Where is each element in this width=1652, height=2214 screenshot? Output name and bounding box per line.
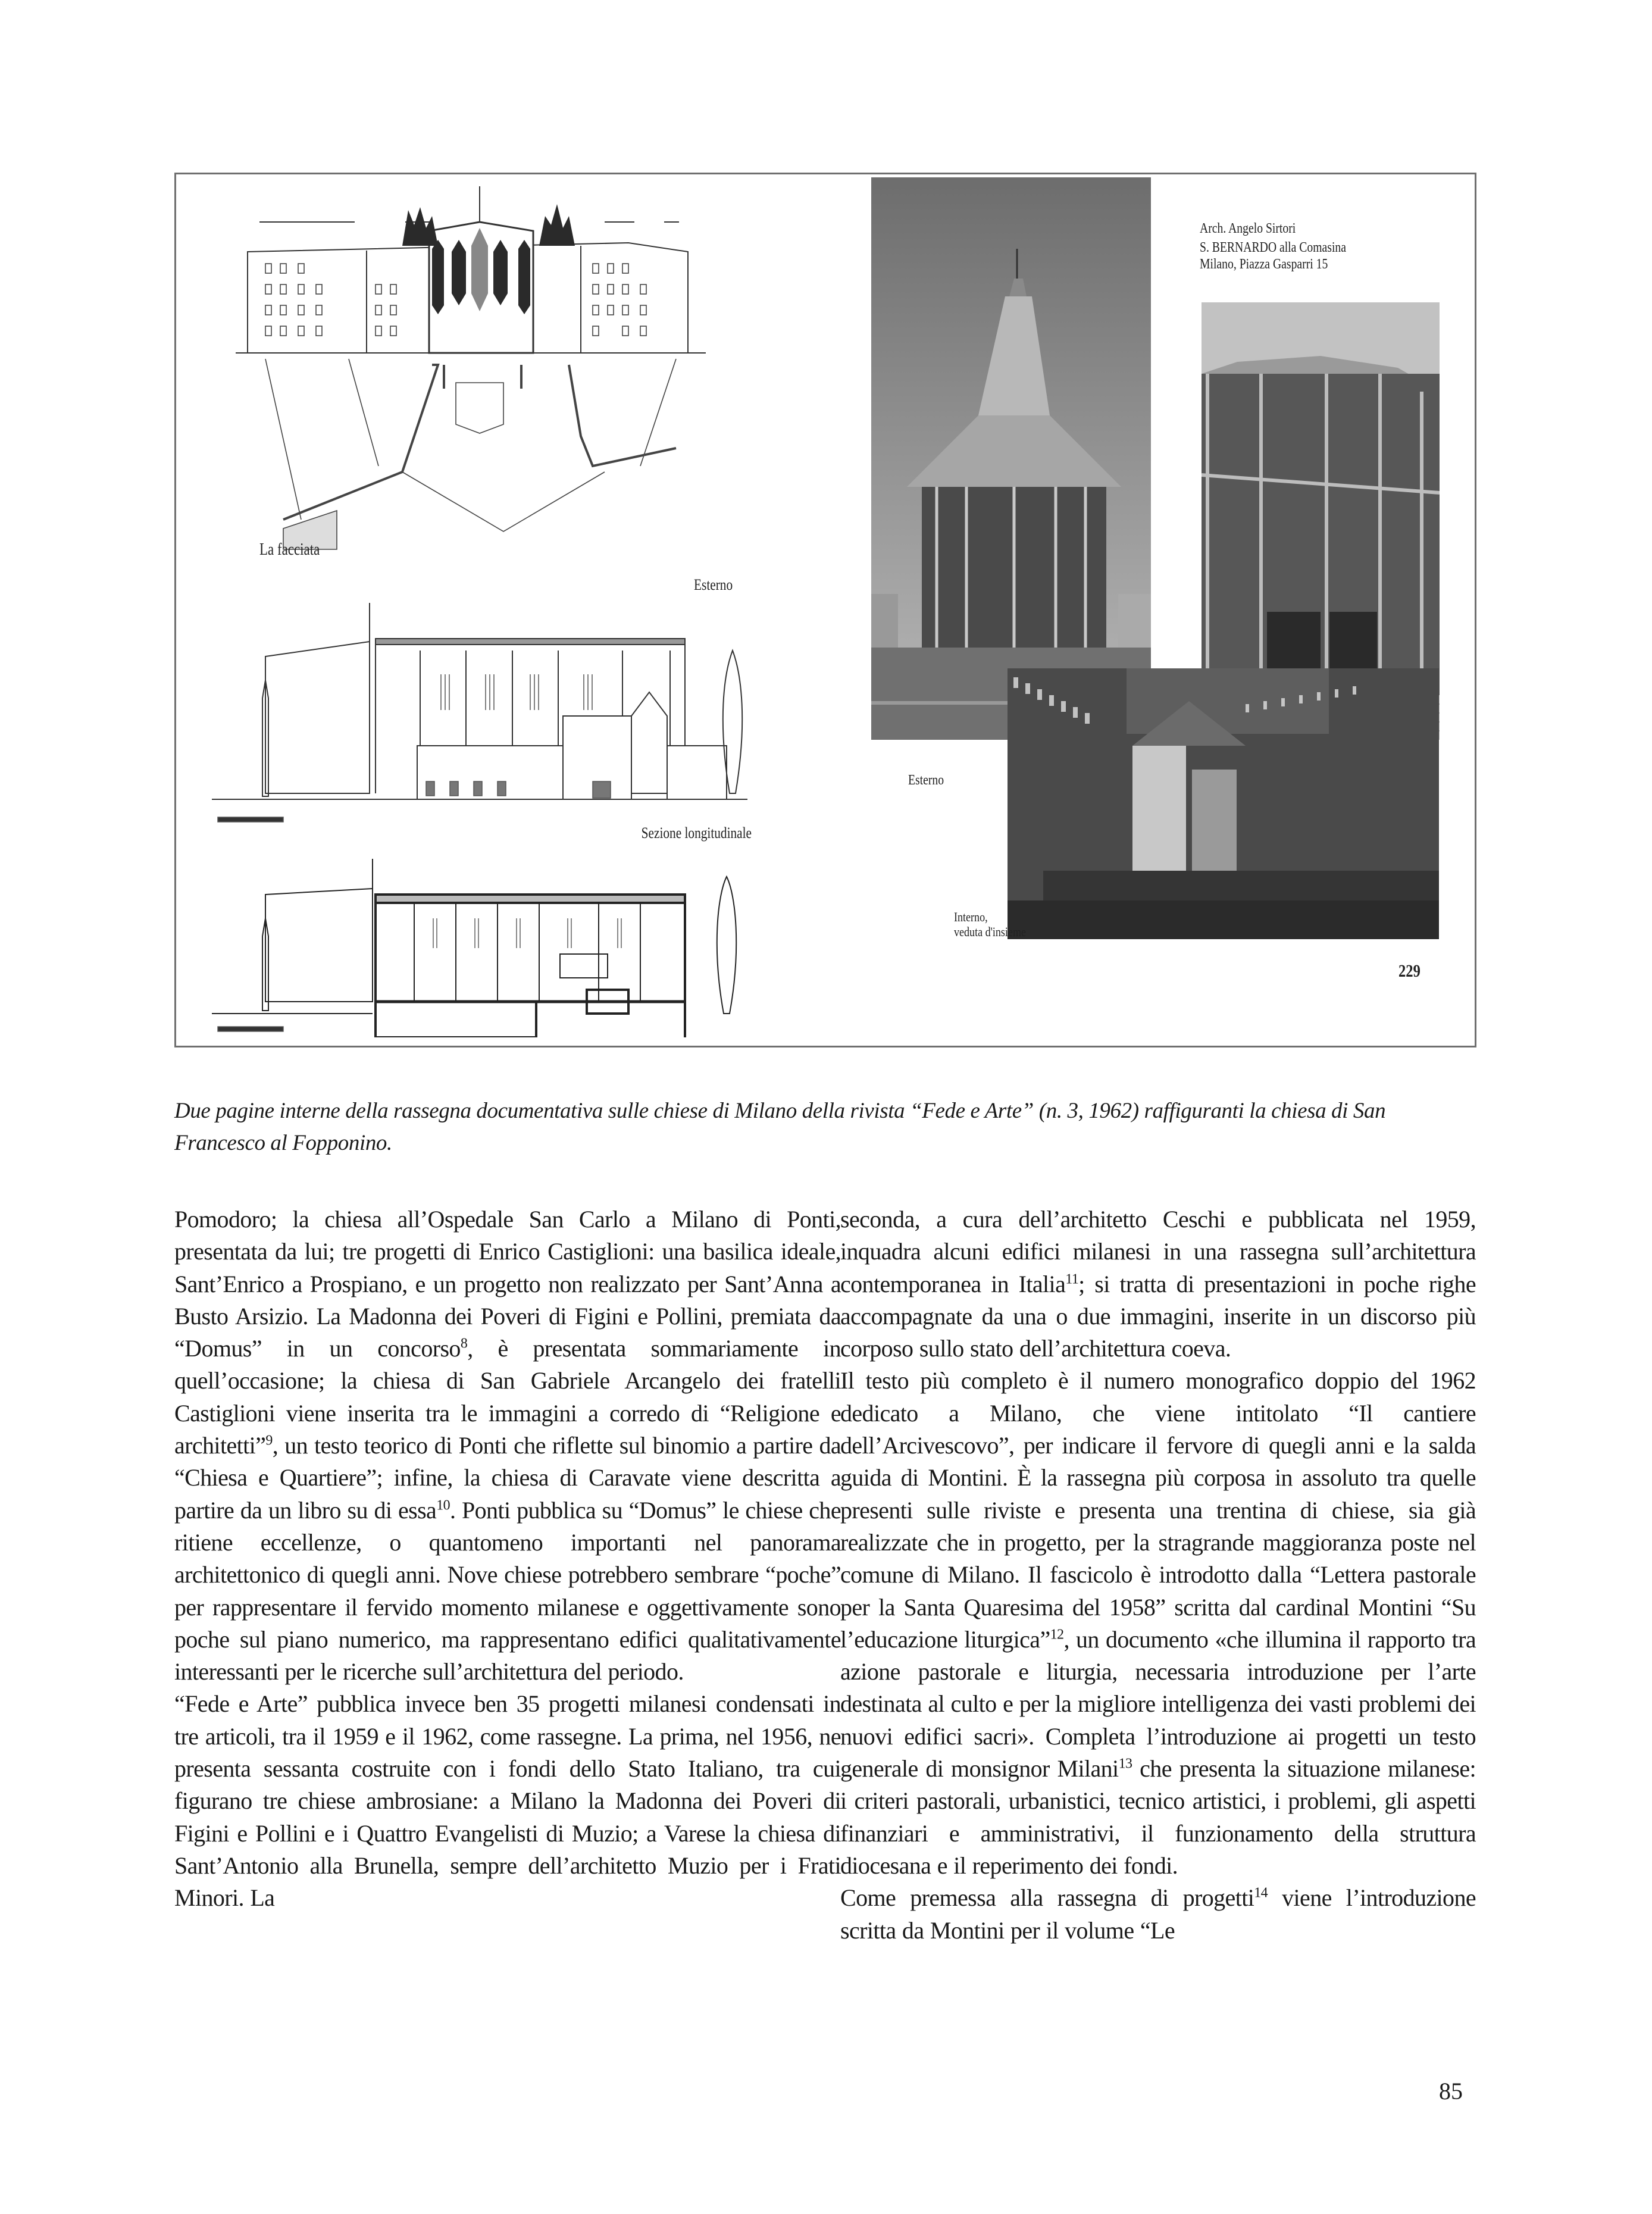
text-run: “Fede e Arte” pubblica invece ben 35 progetti milanesi condensati in tre articoli, tra il 1959 e il 1962, come rassegne. La prima, nel 1956, ne presenta sessanta costruite con i fondi dello Stato Italiano, tra cui figurano tre chiese ambrosiane: a Milano la Madonna dei Poveri di Figini e Pollini e i Quattro Evangelisti di Muzio; a Varese la chiesa di Sant’Antonio alla Brunella, sempre dell’architetto Muzio per i Frati Minori. La bbox=[174, 1690, 841, 1912]
body-paragraph bbox=[840, 1203, 1476, 1365]
body-paragraph bbox=[840, 1365, 1476, 1882]
facade-elevation-drawing bbox=[224, 186, 718, 555]
magazine-spread-figure bbox=[174, 173, 1476, 1047]
church-name: S. BERNARDO alla Comasina bbox=[1200, 240, 1346, 255]
drawing-label-exterior: Esterno bbox=[694, 576, 733, 593]
body-paragraph bbox=[174, 1688, 841, 1914]
church-architect: Arch. Angelo Sirtori bbox=[1200, 221, 1296, 236]
body-column-right bbox=[840, 1203, 1476, 1947]
text-run: , è presentata sommariamente in quell’occasione; la chiesa di San Gabriele Arcangelo dei fratelli Castiglioni viene inserita tra le immagini a corredo di “Religione e architetti” bbox=[174, 1335, 841, 1459]
footnote-reference[interactable]: 9 bbox=[265, 1433, 273, 1449]
body-paragraph bbox=[174, 1203, 841, 1688]
photo-caption-interior-1: Interno, bbox=[954, 909, 988, 924]
drawing-label-facade: La facciata bbox=[259, 540, 320, 559]
exterior-elevation-drawing bbox=[212, 603, 747, 823]
photo-caption-interior-2: veduta d'insieme bbox=[954, 924, 1026, 939]
longitudinal-section-drawing bbox=[212, 859, 747, 1037]
church-address: Milano, Piazza Gasparri 15 bbox=[1200, 257, 1328, 272]
text-run: , un documento «che illumina il rapporto tra azione pastorale e liturgia, necessaria introduzione per l’arte destinata al culto e per la migliore intelligenza dei vasti problemi dei nuovi edifici sacri». Completa l’introduzione ai progetti un testo generale di monsignor Milani bbox=[840, 1625, 1476, 1783]
photo-caption-exterior: Esterno bbox=[908, 773, 944, 788]
footnote-reference[interactable]: 8 bbox=[460, 1336, 468, 1352]
text-run: Pomodoro; la chiesa all’Ospedale San Carlo a Milano di Ponti, presentata da lui; tre progetti di Enrico Castiglioni: una basilica ideale, Sant’Enrico a Prospiano, e un progetto non realizzato per Sant’Anna a Busto Arsizio. La Madonna dei Poveri di Figini e Pollini, premiata da “Domus” in un concorso bbox=[174, 1206, 841, 1362]
text-run: viene l’introduzione scritta da Montini per il volume “Le bbox=[840, 1884, 1476, 1944]
text-run: Il testo più completo è il numero monografico doppio del 1962 dedicato a Milano, che viene intitolato “Il cantiere dell’Arcivescovo”, per indicare il fervore di quegli anni e la salda guida di Montini. È la rassegna più corposa in assoluto tra quelle presenti sulle riviste e presenta una trentina di chiese, sia già realizzate che in progetto, per la stragrande maggioranza poste nel comune di Milano. Il fascicolo è introdotto dalla “Lettera pastorale per la Santa Quaresima del 1958” scritta dal cardinal Montini “Su l’educazione liturgica” bbox=[840, 1367, 1476, 1653]
footnote-reference[interactable]: 10 bbox=[436, 1497, 450, 1513]
text-run: ; si tratta di presentazioni in poche righe accompagnate da una o due immagini, inserite in un discorso più corposo sullo stato dell’architettura coeva. bbox=[840, 1270, 1476, 1362]
body-paragraph bbox=[840, 1882, 1476, 1947]
text-run: seconda, a cura dell’architetto Ceschi e pubblicata nel 1959, inquadra alcuni edifici milanesi in una rassegna sull’architettura contemporanea in Italia bbox=[840, 1206, 1476, 1297]
footnote-reference[interactable]: 11 bbox=[1065, 1271, 1079, 1287]
footnote-reference[interactable]: 12 bbox=[1050, 1627, 1064, 1643]
footnote-reference[interactable]: 14 bbox=[1254, 1885, 1268, 1901]
footnote-reference[interactable]: 13 bbox=[1118, 1756, 1132, 1772]
text-run: Come premessa alla rassegna di progetti bbox=[840, 1884, 1254, 1912]
magazine-page-number: 229 bbox=[1398, 961, 1421, 981]
exterior-photo bbox=[871, 177, 1151, 740]
text-run: . Ponti pubblica su “Domus” le chiese che ritiene eccellenze, o quantomeno importanti nel panorama architettonico di quegli anni. Nove chiese potrebbero sembrare “poche” per rappresentare il fervido momento milanese e oggettivamente sono poche sul piano numerico, ma rappresentano edifici qualitativamente interessanti per le ricerche sull’architettura del periodo. bbox=[174, 1496, 841, 1685]
figure-caption: Due pagine interne della rassegna documentativa sulle chiese di Milano della rivista “Fede e Arte” (n. 3, 1962) raffiguranti la chiesa di San Francesco al Fopponino. bbox=[174, 1099, 1386, 1155]
text-run: che presenta la situazione milanese: i criteri pastorali, urbanistici, tecnico artistici, i problemi, gli aspetti finanziari e amministrativi, il funzionamento della struttura diocesana e il reperimento dei fondi. bbox=[840, 1755, 1476, 1879]
body-column-left bbox=[174, 1203, 841, 1915]
text-run: , un testo teorico di Ponti che riflette sul binomio a partire da “Chiesa e Quartiere”; infine, la chiesa di Caravate viene descritta a partire da un libro su di essa bbox=[174, 1432, 841, 1524]
drawing-label-section: Sezione longitudinale bbox=[641, 824, 752, 842]
page-number: 85 bbox=[1439, 2078, 1463, 2104]
interior-photo bbox=[1008, 668, 1439, 939]
